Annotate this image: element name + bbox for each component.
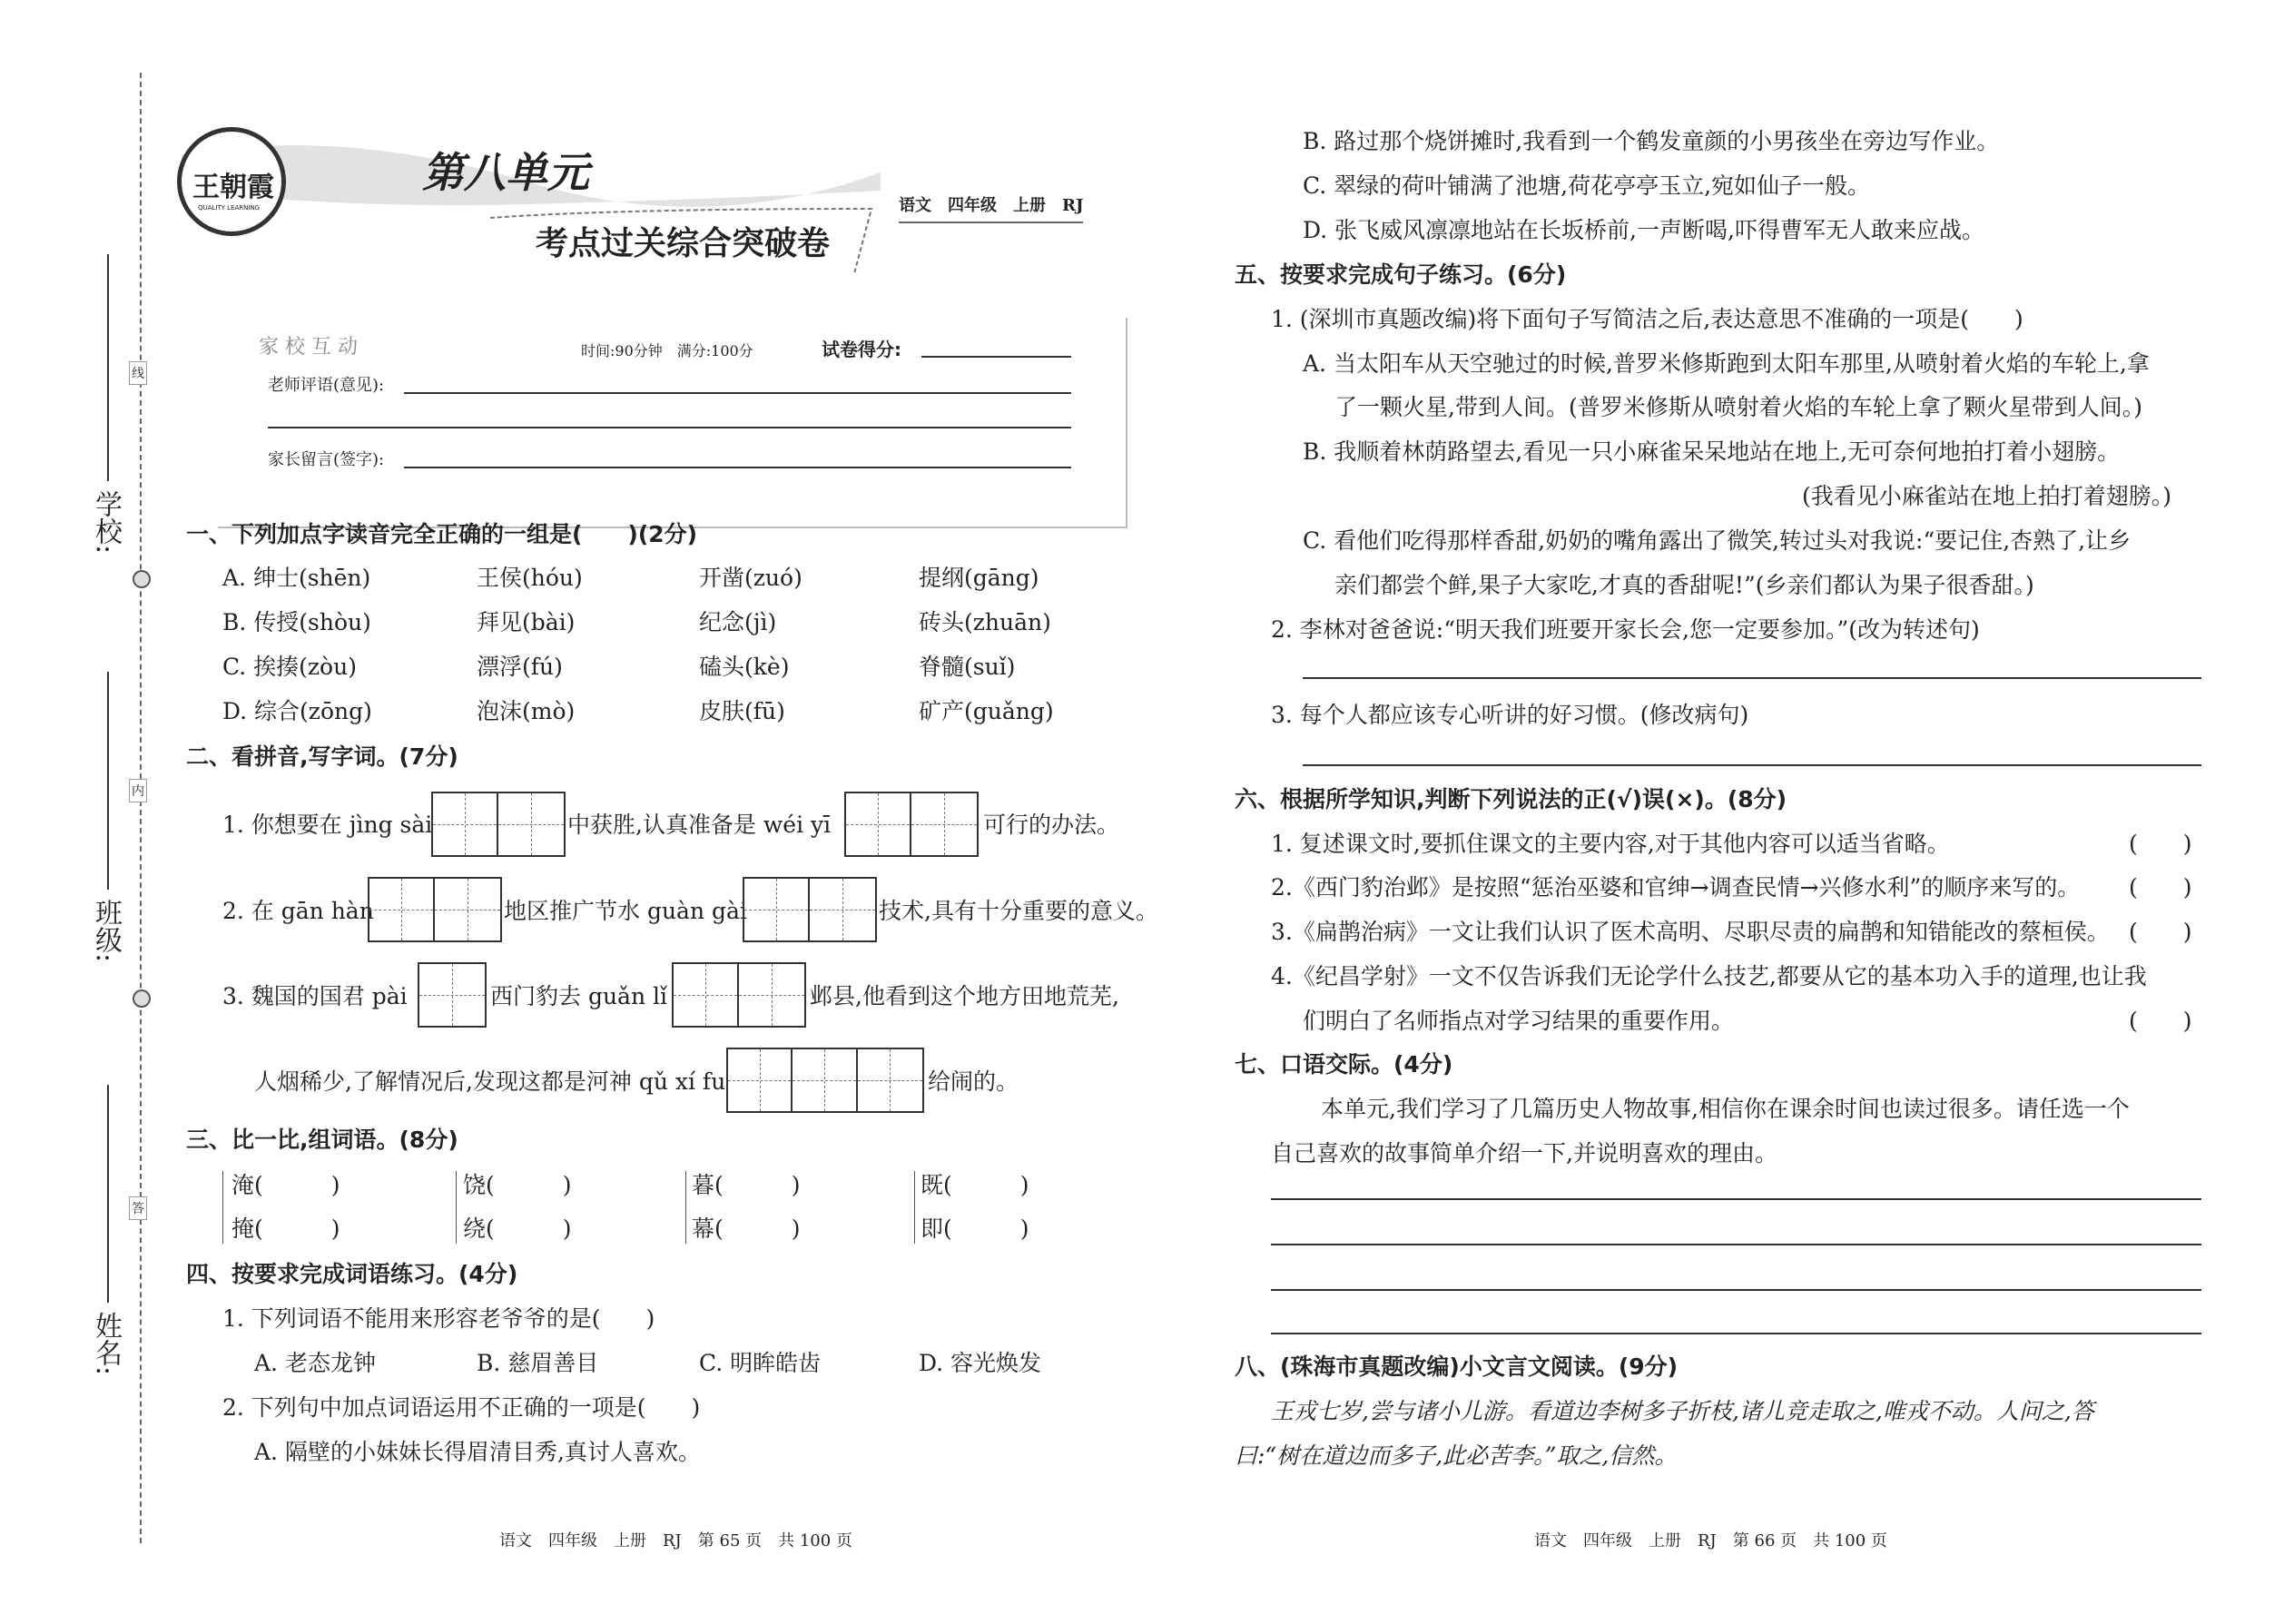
cut-line [140, 73, 142, 1543]
q2-line4-b: 给闹的。 [928, 1068, 1019, 1095]
q7-answer-line-2[interactable] [1271, 1244, 2201, 1245]
q2-answer-box-quxifu[interactable] [726, 1048, 924, 1113]
q6-item-2: 2.《西门豹治邺》是按照“惩治巫婆和官绅→调查民情→兴修水利”的顺序来写的。 [1271, 874, 2081, 901]
q1-option-b-1: B. 传授(shòu) [222, 609, 371, 635]
q1-option-d-4: 矿产(guǎng) [919, 698, 1054, 724]
q2-answer-box-guangai[interactable] [743, 877, 877, 942]
q5-option-a-1: A. 当太阳车从天空驰过的时候,普罗米修斯跑到太阳车那里,从喷射着火焰的车轮上,拿 [1303, 350, 2150, 377]
q4-option-a: A. 老态龙钟 [254, 1350, 376, 1376]
q7-answer-line-1[interactable] [1271, 1198, 2201, 1200]
q2-line1-c: 可行的办法。 [983, 812, 1120, 838]
paper-title: 考点过关综合突破卷 [536, 224, 831, 262]
q2-line3-c: 邺县,他看到这个地方田地荒芜, [810, 983, 1119, 1009]
school-field[interactable] [107, 254, 109, 481]
q5-option-b-2: (我看见小麻雀站在地上拍打着翅膀。) [1802, 483, 2172, 509]
q3-title: 三、比一比,组词语。(8分) [186, 1127, 458, 1153]
q1-option-c-3: 磕头(kè) [699, 654, 790, 680]
q1-option-b-2: 拜见(bài) [477, 609, 576, 635]
q2-line2-b: 地区推广节水 guàn gài [504, 898, 747, 924]
binding-hole-icon [133, 989, 151, 1008]
teacher-comment-label: 老师评语(意见): [268, 376, 385, 395]
q5-sub3: 3. 每个人都应该专心听讲的好习惯。(修改病句) [1271, 702, 1749, 728]
q1-option-a-4: 提纲(gāng) [919, 565, 1039, 591]
binding-margin [0, 0, 145, 1624]
q3-divider [914, 1171, 915, 1244]
q5-sub1: 1. (深圳市真题改编)将下面句子写简洁之后,表达意思不准确的一项是( ) [1271, 306, 2023, 332]
score-label: 试卷得分: [822, 339, 901, 360]
q1-option-c-4: 脊髓(suǐ) [919, 654, 1016, 680]
q3-divider [456, 1171, 457, 1244]
q3-item-7[interactable]: 幕( ) [692, 1216, 801, 1242]
unit-title: 第八单元 [422, 148, 589, 197]
q1-option-a-1: A. 绅士(shēn) [222, 565, 371, 591]
q3-item-8[interactable]: 即( ) [921, 1216, 1029, 1242]
q6-title: 六、根据所学知识,判断下列说法的正(√)误(×)。(8分) [1235, 786, 1787, 812]
q4-sub2: 2. 下列句中加点词语运用不正确的一项是( ) [222, 1394, 701, 1421]
logo-text: 王朝霞 [192, 172, 274, 203]
q7-para-2: 自己喜欢的故事简单介绍一下,并说明喜欢的理由。 [1271, 1140, 1777, 1166]
q5-option-a-2: 了一颗火星,带到人间。(普罗米修斯从喷射着火焰的车轮上拿了颗火星带到人间。) [1334, 394, 2142, 420]
q7-answer-line-3[interactable] [1271, 1289, 2201, 1291]
q6-item-3: 3.《扁鹊治病》一文让我们认识了医术高明、尽职尽责的扁鹊和知错能改的蔡桓侯。 [1271, 919, 2110, 945]
q6-answer-1[interactable]: ( ) [2129, 831, 2192, 857]
q2-line1-a: 1. 你想要在 jìng sài [222, 812, 433, 838]
parent-comment-label: 家长留言(签字): [268, 450, 385, 469]
q4-option-d: D. 容光焕发 [919, 1350, 1042, 1376]
q2-line4-a: 人烟稀少,了解情况后,发现这都是河神 qǔ xí fu [254, 1068, 726, 1095]
q3-item-2[interactable]: 饶( ) [463, 1172, 572, 1198]
q3-item-6[interactable]: 绕( ) [463, 1216, 572, 1242]
q5-option-c-2: 亲们都尝个鲜,果子大家吃,才真的香甜呢!”(乡亲们都认为果子很香甜。) [1334, 572, 2034, 598]
q1-title: 一、下列加点字读音完全正确的一组是( )(2分) [186, 521, 698, 547]
q5-answer-line-3[interactable] [1303, 764, 2201, 766]
class-field[interactable] [107, 672, 109, 890]
q4-sub1: 1. 下列词语不能用来形容老爷爷的是( ) [222, 1305, 655, 1332]
q1-option-c-2: 漂浮(fú) [477, 654, 563, 680]
binding-hole-icon [133, 570, 151, 588]
q6-answer-2[interactable]: ( ) [2129, 874, 2192, 901]
q8-passage-2: 曰:“树在道边而多子,此必苦李。”取之,信然。 [1235, 1442, 1678, 1469]
class-label: 班级: [90, 899, 122, 963]
q1-option-c-1: C. 挨揍(zòu) [222, 654, 357, 680]
q8-title: 八、(珠海市真题改编)小文言文阅读。(9分) [1235, 1353, 1679, 1380]
q8-passage-1: 王戎七岁,尝与诸小儿游。看道边李树多子折枝,诸儿竞走取之,唯戎不动。人问之,答 [1271, 1398, 2094, 1424]
teacher-comment-input[interactable] [404, 392, 1071, 394]
subject-tag: 语文 四年级 上册 RJ [899, 192, 1083, 223]
q4-title: 四、按要求完成词语练习。(4分) [186, 1261, 518, 1287]
q1-option-b-3: 纪念(jì) [699, 609, 777, 635]
q4-sentence-c: C. 翠绿的荷叶铺满了池塘,荷花亭亭玉立,宛如仙子一般。 [1303, 172, 1871, 199]
q5-title: 五、按要求完成句子练习。(6分) [1235, 261, 1567, 288]
name-label: 姓名: [90, 1312, 122, 1376]
q6-answer-3[interactable]: ( ) [2129, 919, 2192, 945]
q3-item-5[interactable]: 掩( ) [231, 1216, 340, 1242]
q5-option-c-1: C. 看他们吃得那样香甜,奶奶的嘴角露出了微笑,转过头对我说:“要记住,杏熟了,让乡 [1303, 527, 2132, 554]
q2-answer-box-jingsai[interactable] [431, 792, 566, 857]
seal-char-2: 内 [129, 779, 147, 802]
q1-option-d-1: D. 综合(zōng) [222, 698, 372, 724]
name-field[interactable] [107, 1085, 109, 1303]
q1-option-d-3: 皮肤(fū) [699, 698, 785, 724]
q3-divider [685, 1171, 686, 1244]
q7-answer-line-4[interactable] [1271, 1333, 2201, 1334]
q4-sentence-a: A. 隔壁的小妹妹长得眉清目秀,真讨人喜欢。 [254, 1439, 701, 1465]
q2-answer-box-weiyi[interactable] [844, 792, 979, 857]
q4-sentence-d: D. 张飞威风凛凛地站在长坂桥前,一声断喝,吓得曹军无人敢来应战。 [1303, 217, 1984, 243]
q3-item-1[interactable]: 淹( ) [231, 1172, 340, 1198]
q6-item-1: 1. 复述课文时,要抓住课文的主要内容,对于其他内容可以适当省略。 [1271, 831, 1950, 857]
parent-comment-input[interactable] [404, 467, 1071, 468]
q5-answer-line-2[interactable] [1303, 677, 2201, 679]
q7-title: 七、口语交际。(4分) [1235, 1051, 1453, 1078]
q3-divider [222, 1171, 223, 1244]
time-info: 时间:90分钟 满分:100分 [581, 342, 753, 359]
q4-sentence-b: B. 路过那个烧饼摊时,我看到一个鹤发童颜的小男孩坐在旁边写作业。 [1303, 128, 2000, 154]
teacher-comment-input-2[interactable] [268, 427, 1071, 428]
q6-answer-4[interactable]: ( ) [2129, 1008, 2192, 1034]
seal-char-3: 答 [129, 1196, 147, 1220]
seal-char-1: 线 [129, 361, 147, 385]
q2-answer-box-guanli[interactable] [672, 962, 806, 1028]
q6-item-4b: 们明白了名师指点对学习结果的重要作用。 [1303, 1008, 1735, 1034]
q4-option-b: B. 慈眉善目 [477, 1350, 599, 1376]
q5-option-b-1: B. 我顺着林荫路望去,看见一只小麻雀呆呆地站在地上,无可奈何地拍打着小翅膀。 [1303, 438, 2121, 465]
q1-option-a-3: 开凿(zuó) [699, 565, 802, 591]
q1-option-b-4: 砖头(zhuān) [919, 609, 1051, 635]
jiaxiao-label: 家 校 互 动 [259, 336, 358, 359]
q1-option-a-2: 王侯(hóu) [477, 565, 583, 591]
logo-sub: QUALITY LEARNING [198, 204, 261, 212]
q2-line2-a: 2. 在 gān hàn [222, 898, 374, 924]
q4-option-c: C. 明眸皓齿 [699, 1350, 822, 1376]
q2-answer-box-ganhan[interactable] [368, 877, 502, 942]
q6-item-4a: 4.《纪昌学射》一文不仅告诉我们无论学什么技艺,都要从它的基本功入手的道理,也让我 [1271, 963, 2147, 989]
q2-line3-b: 西门豹去 guǎn lǐ [490, 983, 667, 1009]
q3-item-4[interactable]: 既( ) [921, 1172, 1029, 1198]
q7-para-1: 本单元,我们学习了几篇历史人物故事,相信你在课余时间也读过很多。请任选一个 [1321, 1096, 2130, 1122]
logo-seal [177, 127, 286, 236]
q2-line3-a: 3. 魏国的国君 pài [222, 983, 408, 1009]
q2-title: 二、看拼音,写字词。(7分) [186, 743, 458, 770]
q3-item-3[interactable]: 暮( ) [692, 1172, 801, 1198]
footer-left: 语文 四年级 上册 RJ 第 65 页 共 100 页 [499, 1531, 852, 1550]
q2-line2-c: 技术,具有十分重要的意义。 [879, 898, 1158, 924]
q2-answer-box-pai[interactable] [418, 962, 487, 1028]
q2-line1-b: 中获胜,认真准备是 wéi yī [567, 812, 832, 838]
score-input[interactable] [921, 356, 1071, 358]
q5-sub2: 2. 李林对爸爸说:“明天我们班要开家长会,您一定要参加。”(改为转述句) [1271, 616, 1980, 643]
school-label: 学校: [90, 490, 122, 555]
q1-option-d-2: 泡沫(mò) [477, 698, 576, 724]
footer-right: 语文 四年级 上册 RJ 第 66 页 共 100 页 [1534, 1531, 1887, 1550]
